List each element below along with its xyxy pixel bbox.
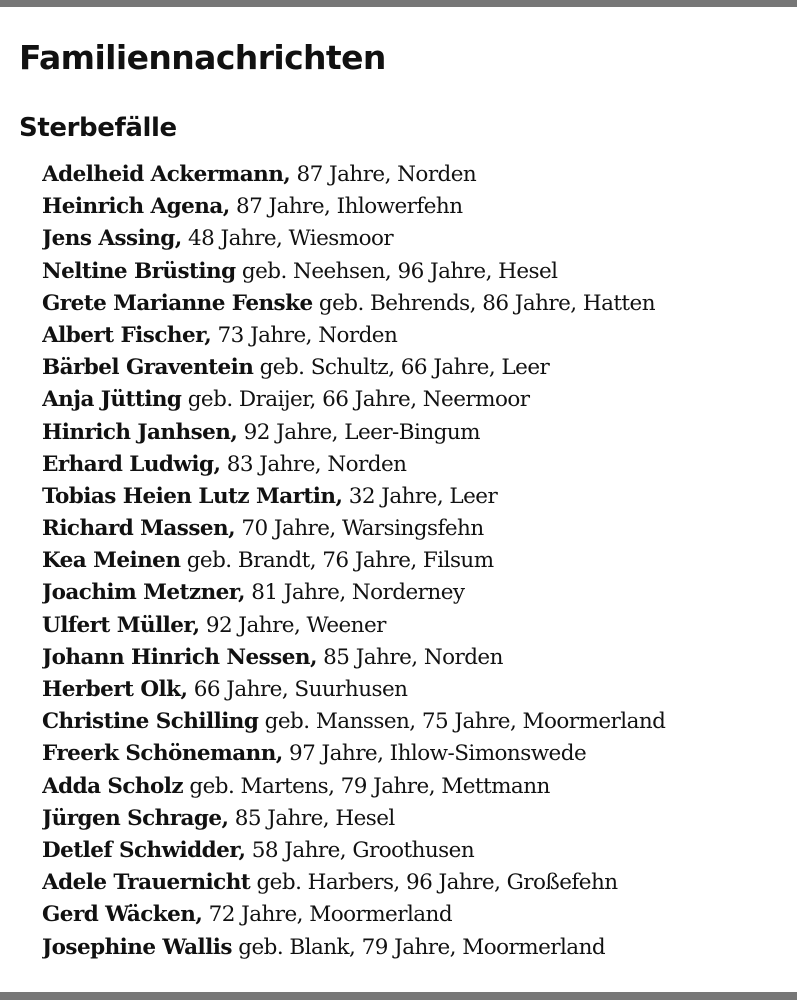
entry-details: 87 Jahre, Ihlowerfehn (235, 194, 463, 220)
entry-name: Anja Jütting (42, 387, 182, 413)
entry-name: Freerk Schönemann, (42, 741, 283, 767)
list-item (42, 803, 792, 835)
entry-details: 66 Jahre, Suurhusen (193, 677, 408, 702)
entry-name: Adele Trauernicht (42, 870, 251, 896)
entry-details: 58 Jahre, Groothusen (251, 837, 475, 863)
list-item (42, 545, 792, 577)
entry-details: geb. Behrends, 86 Jahre, Hatten (318, 290, 655, 316)
entry-details: 70 Jahre, Warsingsfehn (241, 516, 484, 542)
entry-name: Grete Marianne Fenske (42, 290, 313, 316)
list-item (42, 932, 792, 964)
entry-name: Richard Massen, (42, 516, 236, 542)
entry-name: Joachim Metzner, (42, 580, 245, 606)
entry-details: 48 Jahre, Wiesmoor (187, 226, 394, 252)
list-item (42, 674, 792, 706)
list-item (42, 867, 792, 899)
entry-details: 92 Jahre, Leer-Bingum (243, 419, 480, 445)
list-item (42, 642, 792, 674)
list-item (42, 417, 792, 449)
entry-name: Gerd Wäcken, (42, 902, 203, 928)
entry-details: 72 Jahre, Moormerland (208, 902, 453, 928)
entry-name: Kea Meinen (42, 548, 181, 574)
list-item (42, 159, 792, 191)
entry-name: Ulfert Müller, (42, 612, 200, 638)
entry-name: Albert Fischer, (42, 322, 212, 348)
list-item (42, 738, 792, 770)
entry-details: geb. Manssen, 75 Jahre, Moormerland (264, 709, 666, 735)
list-item (42, 191, 792, 223)
entry-name: Jens Assing, (42, 226, 182, 252)
page-title: Familiennachrichten (19, 38, 386, 77)
bottom-rule (0, 992, 797, 1000)
entry-details: geb. Brandt, 76 Jahre, Filsum (186, 548, 494, 574)
list-item (42, 288, 792, 320)
entry-name: Detlef Schwidder, (42, 837, 246, 863)
list-item (42, 899, 792, 931)
entry-details: 73 Jahre, Norden (217, 322, 398, 348)
section-heading: Sterbefälle (19, 113, 177, 143)
entry-details: geb. Schultz, 66 Jahre, Leer (259, 355, 550, 381)
list-item (42, 256, 792, 288)
entry-name: Josephine Wallis (42, 934, 232, 960)
list-item (42, 577, 792, 609)
entry-details: 83 Jahre, Norden (226, 451, 407, 477)
entry-details: geb. Blank, 79 Jahre, Moormerland (238, 934, 606, 960)
entry-name: Bärbel Graventein (42, 355, 254, 381)
list-item (42, 771, 792, 803)
entry-details: geb. Neehsen, 96 Jahre, Hesel (241, 258, 558, 284)
entry-name: Hinrich Janhsen, (42, 419, 238, 445)
entry-details: geb. Draijer, 66 Jahre, Neermoor (187, 387, 530, 413)
entry-details: geb. Harbers, 96 Jahre, Großefehn (256, 870, 618, 896)
entry-name: Christine Schilling (42, 709, 259, 735)
entry-details: 97 Jahre, Ihlow-Simonswede (289, 741, 587, 767)
entry-details: 87 Jahre, Norden (296, 162, 477, 187)
entry-details: 85 Jahre, Hesel (234, 805, 395, 831)
list-item (42, 835, 792, 867)
entry-name: Johann Hinrich Nessen, (42, 644, 317, 670)
entry-name: Herbert Olk, (42, 677, 188, 702)
entry-details: 32 Jahre, Leer (348, 483, 498, 509)
entry-name: Adda Scholz (42, 773, 184, 799)
top-rule (0, 0, 797, 7)
entry-name: Heinrich Agena, (42, 194, 230, 220)
list-item (42, 706, 792, 738)
entry-details: geb. Martens, 79 Jahre, Mettmann (189, 773, 550, 799)
list-item (42, 320, 792, 352)
entry-details: 81 Jahre, Norderney (251, 580, 465, 606)
list-item (42, 449, 792, 481)
entry-details: 92 Jahre, Weener (205, 612, 386, 638)
entry-name: Erhard Ludwig, (42, 451, 221, 477)
entry-name: Neltine Brüsting (42, 258, 236, 284)
list-item (42, 481, 792, 513)
list-item (42, 223, 792, 255)
list-item (42, 610, 792, 642)
entry-name: Jürgen Schrage, (42, 805, 229, 831)
entry-details: 85 Jahre, Norden (323, 644, 503, 670)
list-item (42, 352, 792, 384)
list-item (42, 513, 792, 545)
entry-name: Tobias Heien Lutz Martin, (42, 483, 343, 509)
list-item (42, 384, 792, 416)
entry-name: Adelheid Ackermann, (42, 162, 291, 187)
death-notice-list (42, 159, 792, 964)
